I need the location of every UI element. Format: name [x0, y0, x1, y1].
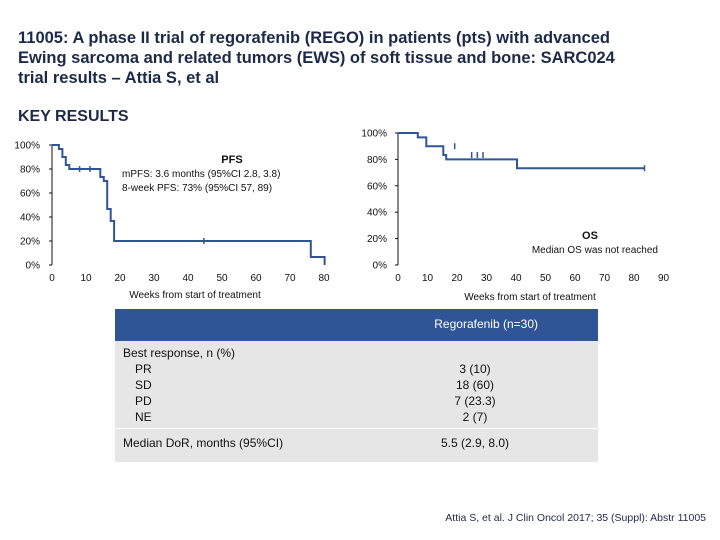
y-tick-label: 0%	[25, 260, 40, 272]
x-tick-label: 60	[569, 273, 581, 284]
table-row-value: 18 (60)	[455, 378, 495, 392]
x-tick-label: 10	[80, 273, 92, 284]
x-tick-label: 70	[598, 273, 611, 284]
x-tick-label: 0	[49, 273, 55, 284]
table-row-label: NE	[135, 410, 152, 424]
table-row-label: PD	[135, 394, 152, 408]
table-row-value: 5.5 (2.9, 8.0)	[440, 436, 510, 450]
x-tick-label: 20	[451, 273, 463, 284]
table-row-value: 3 (10)	[459, 362, 491, 376]
y-tick-label: 60%	[366, 181, 387, 193]
table-header	[115, 309, 598, 341]
y-tick-label: 80%	[19, 164, 40, 176]
x-tick-label: 0	[395, 273, 401, 284]
table-divider	[115, 428, 598, 429]
y-tick-label: 60%	[19, 188, 40, 200]
y-tick-label: 100%	[14, 140, 40, 152]
annotation-text: Median OS was not reached	[531, 245, 658, 256]
y-tick-label: 40%	[19, 212, 40, 224]
table-row-value: 7 (23.3)	[454, 394, 496, 408]
annotation-title: PFS	[221, 154, 243, 166]
table-row-label: Median DoR, months (95%CI)	[123, 436, 284, 450]
os-chart	[361, 129, 669, 304]
x-axis-label: Weeks from start of treatment	[129, 290, 261, 301]
x-tick-label: 40	[182, 273, 194, 284]
x-tick-label: 20	[114, 273, 126, 284]
response-table	[115, 309, 598, 462]
annotation-title: OS	[582, 230, 598, 242]
x-tick-label: 40	[510, 273, 522, 284]
x-tick-label: 10	[421, 273, 434, 284]
x-tick-label: 80	[628, 273, 640, 284]
x-axis-label: Weeks from start of treatment	[464, 292, 596, 303]
pfs-chart	[14, 141, 330, 302]
survival-curve	[398, 133, 645, 168]
citation: Attia S, et al. J Clin Oncol 2017; 35 (Suppl): Abstr 11005	[445, 512, 706, 524]
x-tick-label: 80	[318, 273, 330, 284]
annotation-text: 8-week PFS: 73% (95%CI 57, 89)	[122, 183, 273, 194]
table-row-label: PR	[135, 362, 152, 376]
y-tick-label: 20%	[366, 234, 387, 246]
slide-title: 11005: A phase II trial of regorafenib (REGO) in patients (pts) with advanced Ewing sarcoma and related tumors (EWS) of soft tissue and bone: SARC024 trial results – Attia S, et al	[18, 29, 615, 87]
x-tick-label: 30	[480, 273, 493, 284]
x-tick-label: 50	[539, 273, 552, 284]
x-tick-label: 50	[216, 273, 228, 284]
x-tick-label: 60	[250, 273, 262, 284]
x-tick-label: 70	[284, 273, 296, 284]
y-tick-label: 80%	[366, 154, 387, 166]
y-tick-label: 100%	[361, 128, 387, 140]
survival-curve	[52, 145, 325, 265]
table-row-value: 2 (7)	[462, 410, 488, 424]
annotation-text: mPFS: 3.6 months (95%CI 2.8, 3.8)	[122, 169, 281, 180]
x-tick-label: 30	[148, 273, 160, 284]
y-tick-label: 0%	[372, 260, 387, 272]
x-tick-label: 90	[657, 273, 670, 284]
y-tick-label: 20%	[19, 236, 40, 248]
table-header-label: Regorafenib (n=30)	[434, 317, 538, 331]
section-heading: KEY RESULTS	[18, 108, 129, 125]
table-row-label: SD	[135, 378, 152, 392]
table-row-label: Best response, n (%)	[123, 346, 236, 360]
y-tick-label: 40%	[366, 207, 387, 219]
